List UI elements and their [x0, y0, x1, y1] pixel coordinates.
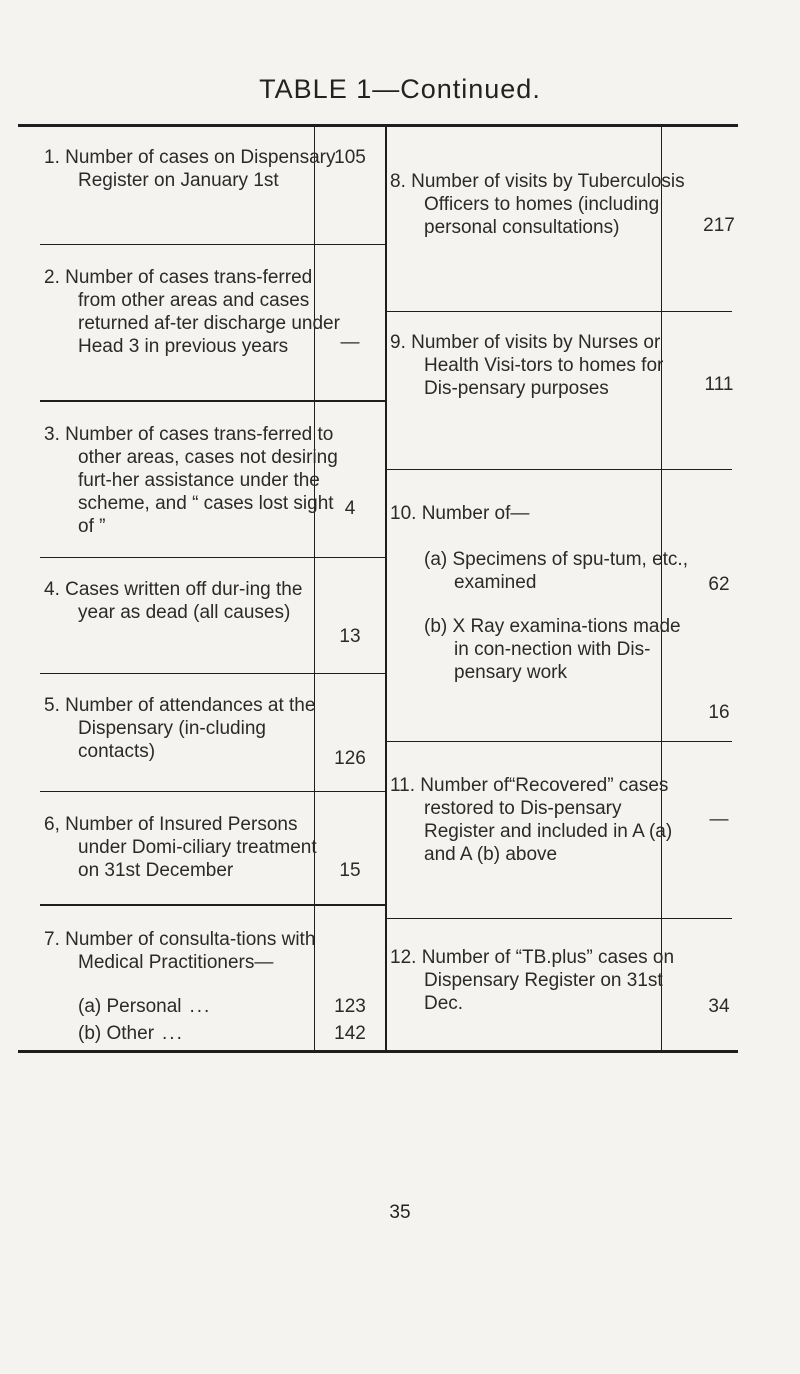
- left-row-rule: [40, 557, 386, 558]
- table-row-1-value: 105: [334, 147, 366, 168]
- table-bottom-rule: [18, 1050, 738, 1053]
- table-row-10b-label: (b) X Ray examina-tions made in con-nection with Dis-pensary work: [424, 616, 681, 683]
- table-row-7b-label: (b) Other ...: [78, 1023, 184, 1044]
- left-row-rule: [40, 791, 386, 792]
- table-title: TABLE 1—Continued.: [259, 74, 541, 104]
- left-row-rule: [40, 244, 386, 245]
- table-row-9-value: 111: [704, 374, 734, 395]
- table-row-10-label: 10. Number of—: [390, 503, 530, 524]
- right-row-rule: [387, 918, 732, 919]
- right-row-rule: [387, 311, 732, 312]
- table-row-12-label: 12. Number of “TB.plus” cases on Dispensary Register on 31st Dec.: [390, 947, 675, 1014]
- table-row-10a-value: 62: [708, 574, 730, 595]
- table-row-3-value: 4: [344, 498, 356, 519]
- col-rule-2: [385, 126, 387, 1050]
- table-row-7a-value: 123: [334, 996, 366, 1017]
- left-row-rule: [40, 400, 386, 402]
- right-row-rule: [387, 741, 732, 742]
- table-row-5-label: 5. Number of attendances at the Dispensary (in-cluding contacts): [44, 695, 316, 762]
- table-row-10b-value: 16: [708, 702, 730, 723]
- left-row-rule: [40, 673, 386, 674]
- table-row-6-value: 15: [339, 860, 361, 881]
- table-row-12-value: 34: [708, 996, 730, 1017]
- table-row-2-value: —: [340, 332, 360, 353]
- table-row-10a-label: (a) Specimens of spu-tum, etc., examined: [424, 549, 688, 593]
- table-row-1-label: 1. Number of cases on Dispensary Register on January 1st: [44, 147, 336, 191]
- table-row-4-value: 13: [339, 626, 361, 647]
- table-row-11-value: —: [709, 809, 729, 830]
- table-top-rule: [18, 124, 738, 127]
- table-row-3-label: 3. Number of cases trans-ferred to other areas, cases not desiring furt-her assistance under the scheme, and “ cases lost sight of ”: [44, 424, 338, 537]
- table-row-6-label: 6, Number of Insured Persons under Domi-ciliary treatment on 31st December: [44, 814, 317, 881]
- table-row-11-label: 11. Number of“Recovered” cases restored to Dis-pensary Register and included in A (a) and A (b) above: [390, 775, 673, 865]
- right-row-rule: [387, 469, 732, 470]
- table-row-8-label: 8. Number of visits by Tuberculosis Officers to homes (including personal consultations): [390, 171, 685, 238]
- table-row-5-value: 126: [334, 748, 366, 769]
- table-row-7b-value: 142: [334, 1023, 366, 1044]
- table-row-9-label: 9. Number of visits by Nurses or Health Visi-tors to homes for Dis-pensary purposes: [390, 332, 664, 399]
- table-row-7a-label: (a) Personal ...: [78, 996, 212, 1017]
- table-row-4-label: 4. Cases written off dur-ing the year as dead (all causes): [44, 579, 303, 623]
- page-number: 35: [389, 1202, 411, 1223]
- left-row-rule: [40, 904, 386, 906]
- table-row-7-label: 7. Number of consulta-tions with Medical Practitioners—: [44, 929, 316, 973]
- table-row-8-value: 217: [703, 215, 735, 236]
- table-row-2-label: 2. Number of cases trans-ferred from other areas and cases returned af-ter discharge under Head 3 in previous years: [44, 267, 340, 357]
